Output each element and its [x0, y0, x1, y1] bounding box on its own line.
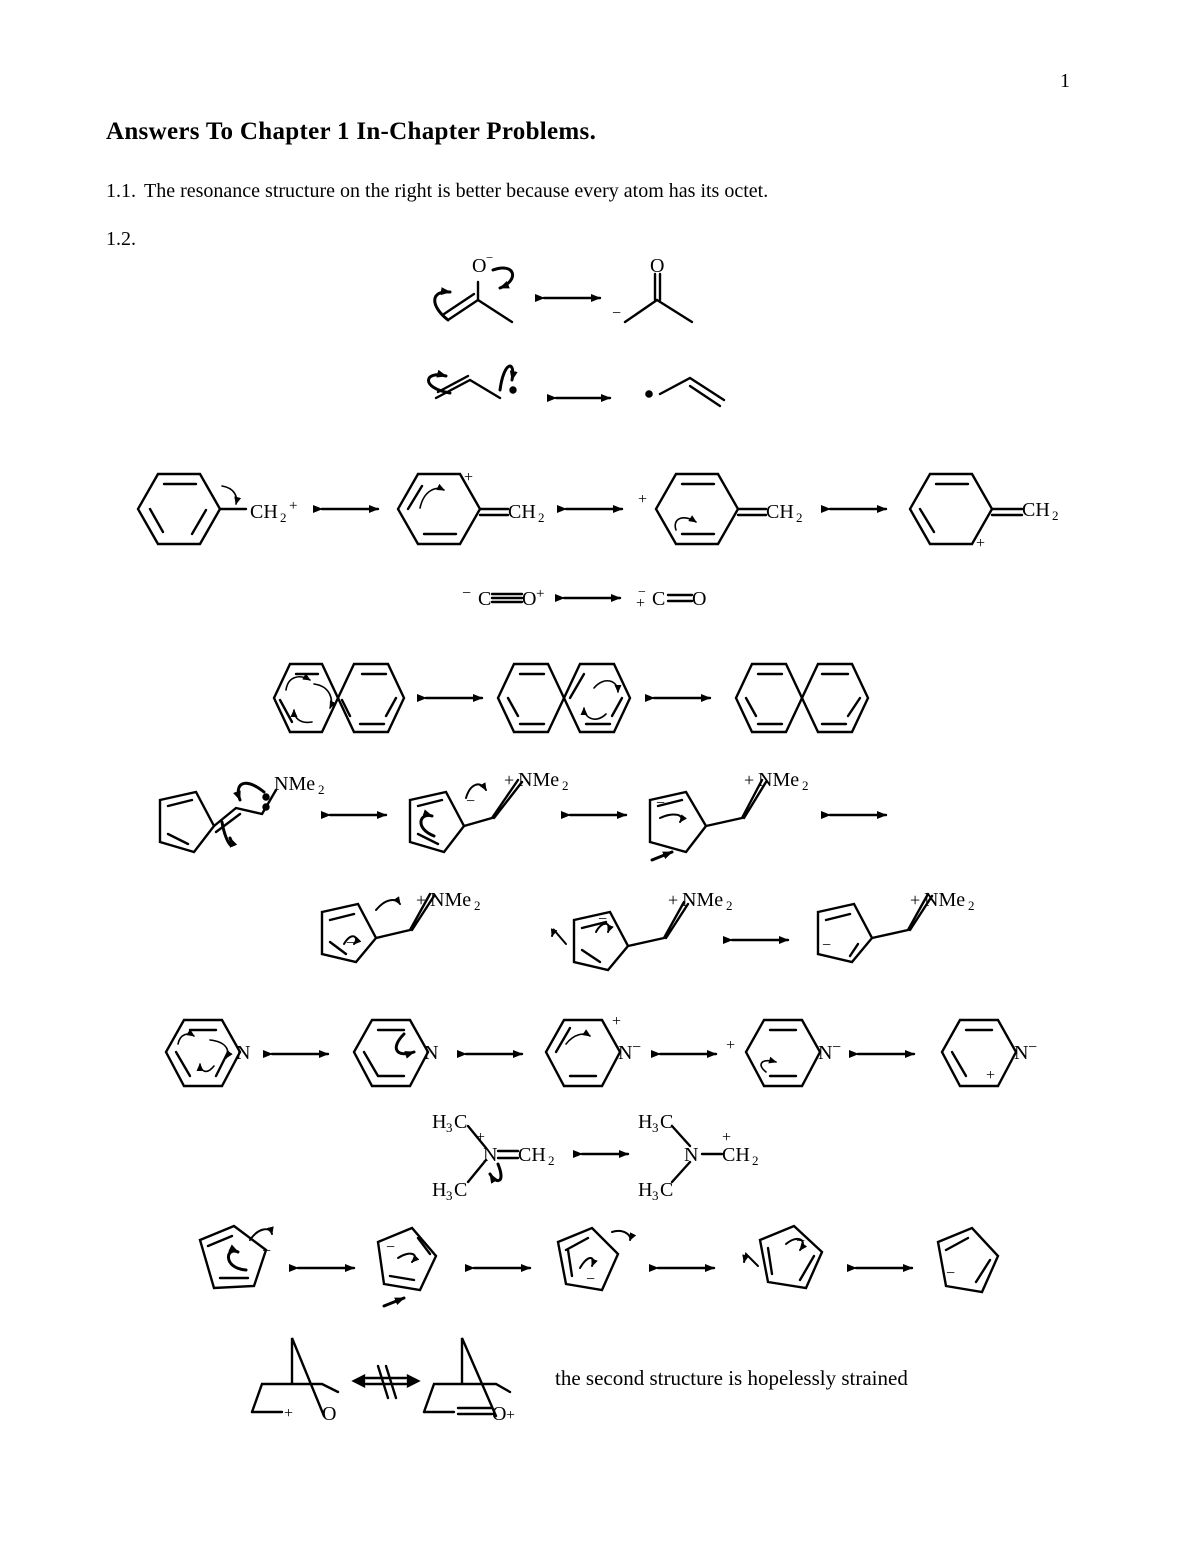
atom-label: N: [424, 1042, 439, 1064]
fulvene-5: [552, 902, 688, 970]
subscript-label: 2: [1052, 508, 1059, 523]
atom-label: O: [322, 1403, 337, 1425]
atom-label: N: [818, 1042, 833, 1064]
atom-label: CH: [1022, 499, 1050, 521]
atom-label: NMe: [758, 769, 800, 791]
allyl-radical-left: [429, 366, 516, 398]
charge-label: −: [822, 937, 832, 954]
carbon-monoxide-left: [492, 594, 522, 602]
charge-label: −: [612, 305, 622, 322]
atom-label: N: [483, 1144, 498, 1166]
atom-label: NMe: [682, 889, 724, 911]
charge-label: −: [946, 1265, 956, 1282]
subscript-label: 3: [652, 1120, 659, 1135]
atom-label: NMe: [518, 769, 560, 791]
strain-note: the second structure is hopelessly strained: [555, 1366, 908, 1390]
page-number: 1: [1060, 70, 1070, 92]
subscript-label: 2: [796, 510, 803, 525]
charge-label: +: [976, 535, 986, 552]
benzyl-cation-4: [910, 474, 1022, 544]
problem-answer-text: The resonance structure on the right is better because every atom has its octet.: [144, 180, 769, 202]
charge-label: +: [416, 890, 427, 910]
subscript-label: 3: [652, 1188, 659, 1203]
acetone-enolate-right: [625, 274, 692, 322]
subscript-label: 2: [752, 1153, 759, 1168]
charge-label: −: [262, 1243, 272, 1260]
atom-label: NMe: [924, 889, 966, 911]
atom-label: CH: [250, 501, 278, 523]
charge-label: +: [612, 1013, 622, 1030]
subscript-label: 3: [446, 1188, 453, 1203]
fulvene-3: [650, 780, 766, 860]
charge-label: −: [1028, 1039, 1038, 1056]
fulvene-2: [410, 780, 522, 852]
pyridine-3: [546, 1020, 620, 1086]
charge-label: +: [910, 890, 921, 910]
charge-label: −: [586, 1271, 596, 1288]
atom-label: H: [638, 1111, 653, 1133]
charge-label: +: [504, 770, 515, 790]
subscript-label: 2: [318, 782, 325, 797]
charge-label: +: [726, 1037, 736, 1054]
atom-label: CH: [766, 501, 794, 523]
atom-label: C: [660, 1179, 674, 1201]
problem-number: 1.2.: [106, 228, 136, 250]
atom-label: O: [472, 255, 487, 277]
atom-label: O: [522, 588, 537, 610]
charge-label: +: [536, 586, 545, 602]
subscript-label: 2: [474, 898, 481, 913]
subscript-label: 2: [562, 778, 569, 793]
pyridine-4: [746, 1020, 820, 1086]
charge-label: +: [284, 1405, 294, 1422]
fulvene-1: [160, 783, 276, 852]
atom-label: N: [684, 1144, 699, 1166]
atom-label: NMe: [430, 889, 472, 911]
atom-label: N: [1014, 1042, 1029, 1064]
benzyl-cation-1: [138, 474, 246, 544]
charge-label: +: [986, 1067, 996, 1084]
atom-label: O: [650, 255, 665, 277]
subscript-label: 2: [280, 510, 287, 525]
charge-label: −: [462, 585, 472, 602]
naphthalene-3: [736, 664, 868, 732]
naphthalene-1: [274, 664, 404, 732]
charge-label: −: [346, 935, 356, 952]
charge-label: +: [744, 770, 755, 790]
atom-labels: [236, 250, 1059, 1425]
charge-label: −: [598, 911, 608, 928]
not-resonance-arrow: [354, 1366, 418, 1398]
charge-label: −: [486, 250, 494, 265]
atom-label: CH: [508, 501, 536, 523]
atom-label: C: [652, 588, 666, 610]
page-title: Answers To Chapter 1 In-Chapter Problems.: [106, 118, 597, 145]
charge-label: +: [668, 890, 679, 910]
naphthalene-2: [498, 664, 630, 732]
charge-label: +: [638, 491, 648, 508]
charge-label: −: [656, 795, 666, 812]
atom-label: O: [692, 588, 707, 610]
problem-number: 1.1.: [106, 180, 136, 202]
subscript-label: 2: [968, 898, 975, 913]
atom-label: C: [454, 1111, 468, 1133]
atom-label: N: [236, 1042, 251, 1064]
subscript-label: 2: [538, 510, 545, 525]
cyclopentadienyl-4: [744, 1226, 822, 1288]
atom-label: N: [618, 1042, 633, 1064]
charge-label: +: [636, 595, 646, 612]
charge-label: −: [386, 1239, 396, 1256]
atom-label: CH: [518, 1144, 546, 1166]
atom-label: NMe: [274, 773, 316, 795]
charge-label: +: [476, 1129, 486, 1146]
pyridine-5: [942, 1020, 1016, 1086]
charge-label: +: [506, 1407, 516, 1424]
charge-label: +: [289, 498, 298, 514]
atom-label: CH: [722, 1144, 750, 1166]
atom-label: H: [432, 1111, 447, 1133]
subscript-label: 2: [726, 898, 733, 913]
subscript-label: 3: [446, 1120, 453, 1135]
subscript-label: 2: [802, 778, 809, 793]
atom-label: C: [454, 1179, 468, 1201]
atom-label: C: [660, 1111, 674, 1133]
charge-label: −: [632, 1039, 642, 1056]
benzyl-cation-3: [656, 474, 766, 544]
charge-label: +: [722, 1129, 732, 1146]
charge-label: −: [796, 1233, 806, 1250]
benzyl-cation-2: [398, 474, 508, 544]
atom-label: H: [432, 1179, 447, 1201]
charge-label: −: [638, 585, 646, 600]
carbon-monoxide-right: [668, 595, 692, 601]
pyridine-1: [166, 1020, 240, 1086]
charge-label: −: [466, 793, 476, 810]
atom-label: H: [638, 1179, 653, 1201]
pyridine-2: [354, 1020, 428, 1086]
atom-label: O: [492, 1403, 507, 1425]
atom-label: C: [478, 588, 492, 610]
charge-label: +: [464, 469, 474, 486]
subscript-label: 2: [548, 1153, 555, 1168]
cyclopentadienyl-5: [938, 1228, 998, 1292]
allyl-radical-right: [646, 378, 724, 406]
charge-label: −: [832, 1039, 842, 1056]
